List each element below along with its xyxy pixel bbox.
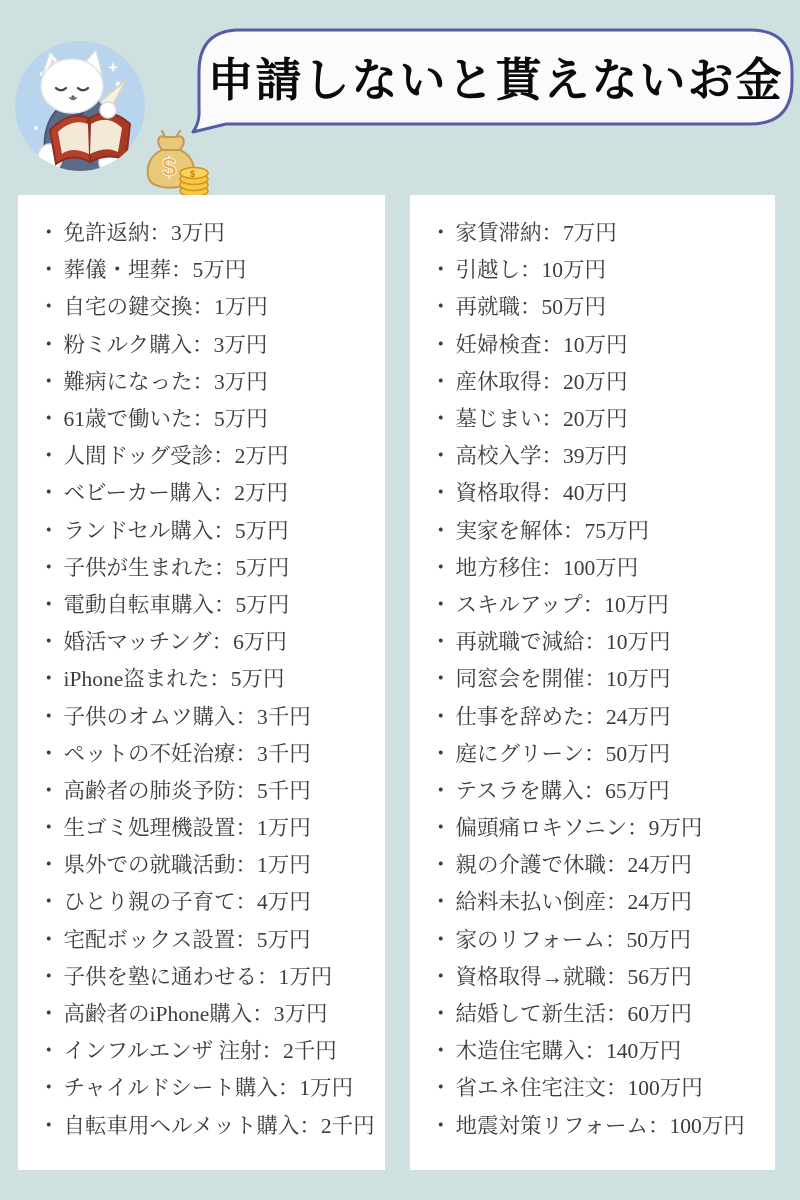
item-bullet: ・ xyxy=(430,518,452,543)
item-text: 引越し：10万円 xyxy=(455,258,607,283)
item-text: 給料未払い倒産：24万円 xyxy=(455,890,693,915)
item-text: 難病になった：3万円 xyxy=(63,369,268,394)
item-bullet: ・ xyxy=(38,630,60,655)
item-text: 人間ドッグ受診：2万円 xyxy=(63,444,289,469)
list-item xyxy=(38,585,385,622)
item-text: スキルアップ：10万円 xyxy=(455,592,669,617)
item-text: 省エネ住宅注文：100万円 xyxy=(455,1076,703,1101)
svg-text:$: $ xyxy=(190,169,196,179)
item-text: 地震対策リフォーム：100万円 xyxy=(455,1113,745,1138)
list-item xyxy=(430,1068,775,1105)
list-item xyxy=(38,622,385,659)
list-item xyxy=(38,548,385,585)
item-bullet: ・ xyxy=(38,816,60,841)
item-text: 結婚して新生活：60万円 xyxy=(455,1002,693,1027)
item-bullet: ・ xyxy=(38,444,60,469)
list-item xyxy=(430,287,775,324)
item-bullet: ・ xyxy=(38,481,60,506)
item-bullet: ・ xyxy=(38,369,60,394)
list-item xyxy=(38,473,385,510)
item-text: ペットの不妊治療：3千円 xyxy=(63,741,311,766)
item-text: ひとり親の子育て：4万円 xyxy=(63,890,311,915)
list-item xyxy=(38,920,385,957)
item-bullet: ・ xyxy=(38,221,60,246)
item-bullet: ・ xyxy=(38,555,60,580)
item-text: 免許返納：3万円 xyxy=(63,221,225,246)
cat-avatar-icon xyxy=(14,40,146,172)
list-item xyxy=(430,250,775,287)
list-item xyxy=(430,585,775,622)
svg-text:$: $ xyxy=(162,152,177,182)
item-bullet: ・ xyxy=(38,964,60,989)
item-bullet: ・ xyxy=(38,592,60,617)
item-bullet: ・ xyxy=(38,332,60,357)
item-text: 仕事を辞めた：24万円 xyxy=(455,704,671,729)
list-item xyxy=(430,957,775,994)
item-text: 同窓会を開催：10万円 xyxy=(455,667,671,692)
list-item xyxy=(430,771,775,808)
item-text: 家賃滞納：7万円 xyxy=(455,221,617,246)
item-text: 家のリフォーム：50万円 xyxy=(455,927,691,952)
item-bullet: ・ xyxy=(430,592,452,617)
list-item xyxy=(430,845,775,882)
list-item xyxy=(430,622,775,659)
list-item xyxy=(38,957,385,994)
page-title: 申請しないと貰えないお金 xyxy=(207,54,784,106)
list-item xyxy=(430,994,775,1031)
item-text: 61歳で働いた：5万円 xyxy=(63,407,268,432)
list-item xyxy=(38,771,385,808)
item-text: テスラを購入：65万円 xyxy=(455,778,670,803)
item-text: 妊婦検査：10万円 xyxy=(455,332,628,357)
item-text: iPhone盗まれた：5万円 xyxy=(63,667,285,692)
item-bullet: ・ xyxy=(430,332,452,357)
list-item xyxy=(38,734,385,771)
list-item xyxy=(430,325,775,362)
item-bullet: ・ xyxy=(38,778,60,803)
item-bullet: ・ xyxy=(38,518,60,543)
item-bullet: ・ xyxy=(38,927,60,952)
left-column-card xyxy=(18,195,385,1170)
item-text: 粉ミルク購入：3万円 xyxy=(63,332,268,357)
item-bullet: ・ xyxy=(430,407,452,432)
item-text: 再就職：50万円 xyxy=(455,295,607,320)
item-text: 高齢者の肺炎予防：5千円 xyxy=(63,778,311,803)
item-bullet: ・ xyxy=(38,1039,60,1064)
item-text: ベビーカー購入：2万円 xyxy=(63,481,288,506)
list-item xyxy=(430,882,775,919)
item-text: 自宅の鍵交換：1万円 xyxy=(63,295,268,320)
item-text: 親の介護で休職：24万円 xyxy=(455,853,693,878)
item-text: チャイルドシート購入：1万円 xyxy=(63,1076,354,1101)
list-item xyxy=(38,436,385,473)
list-item xyxy=(430,511,775,548)
item-bullet: ・ xyxy=(430,741,452,766)
item-text: 婚活マッチング：6万円 xyxy=(63,630,287,655)
list-item xyxy=(38,362,385,399)
item-bullet: ・ xyxy=(430,1113,452,1138)
item-bullet: ・ xyxy=(430,444,452,469)
item-text: 子供を塾に通わせる：1万円 xyxy=(63,964,333,989)
list-item xyxy=(430,399,775,436)
item-text: 県外での就職活動：1万円 xyxy=(63,853,311,878)
item-text: 再就職で減給：10万円 xyxy=(455,630,671,655)
item-text: 自転車用ヘルメット購入：2千円 xyxy=(63,1113,375,1138)
item-bullet: ・ xyxy=(430,816,452,841)
item-text: 子供が生まれた：5万円 xyxy=(63,555,290,580)
item-bullet: ・ xyxy=(430,630,452,655)
list-item xyxy=(430,920,775,957)
item-text: 木造住宅購入：140万円 xyxy=(455,1039,682,1064)
list-item xyxy=(38,845,385,882)
item-text: 高校入学：39万円 xyxy=(455,444,628,469)
item-text: 葬儀・埋葬：5万円 xyxy=(63,258,247,283)
list-item xyxy=(38,696,385,733)
item-bullet: ・ xyxy=(38,1076,60,1101)
item-text: 偏頭痛ロキソニン：9万円 xyxy=(455,816,703,841)
item-bullet: ・ xyxy=(38,667,60,692)
list-item xyxy=(38,1106,385,1143)
item-bullet: ・ xyxy=(38,741,60,766)
list-item xyxy=(38,1031,385,1068)
list-item xyxy=(38,250,385,287)
item-bullet: ・ xyxy=(430,704,452,729)
list-item xyxy=(38,994,385,1031)
item-bullet: ・ xyxy=(430,481,452,506)
item-text: 庭にグリーン：50万円 xyxy=(455,741,671,766)
item-bullet: ・ xyxy=(430,890,452,915)
item-text: 生ゴミ処理機設置：1万円 xyxy=(63,816,311,841)
item-text: インフルエンザ 注射：2千円 xyxy=(63,1039,337,1064)
item-bullet: ・ xyxy=(430,555,452,580)
item-bullet: ・ xyxy=(38,258,60,283)
item-text: 子供のオムツ購入：3千円 xyxy=(63,704,311,729)
list-item xyxy=(38,213,385,250)
list-item xyxy=(430,659,775,696)
item-bullet: ・ xyxy=(430,1076,452,1101)
item-bullet: ・ xyxy=(430,778,452,803)
list-item xyxy=(430,213,775,250)
right-column-list xyxy=(410,195,775,1143)
item-bullet: ・ xyxy=(430,853,452,878)
list-item xyxy=(38,325,385,362)
item-bullet: ・ xyxy=(430,295,452,320)
list-item xyxy=(430,362,775,399)
list-item xyxy=(38,1068,385,1105)
item-text: 電動自転車購入：5万円 xyxy=(63,592,290,617)
list-item xyxy=(38,882,385,919)
item-bullet: ・ xyxy=(430,1039,452,1064)
list-item xyxy=(38,511,385,548)
list-item xyxy=(430,696,775,733)
item-bullet: ・ xyxy=(38,890,60,915)
item-bullet: ・ xyxy=(430,369,452,394)
item-text: 資格取得：40万円 xyxy=(455,481,628,506)
list-item xyxy=(430,1106,775,1143)
item-bullet: ・ xyxy=(38,1113,60,1138)
item-bullet: ・ xyxy=(38,853,60,878)
list-item xyxy=(38,287,385,324)
item-bullet: ・ xyxy=(38,407,60,432)
list-item xyxy=(38,659,385,696)
item-bullet: ・ xyxy=(38,704,60,729)
left-column-list xyxy=(18,195,385,1143)
list-item xyxy=(430,808,775,845)
item-text: 産休取得：20万円 xyxy=(455,369,628,394)
list-item xyxy=(430,473,775,510)
item-bullet: ・ xyxy=(430,667,452,692)
list-item xyxy=(430,1031,775,1068)
list-item xyxy=(430,734,775,771)
item-bullet: ・ xyxy=(430,964,452,989)
item-text: 高齢者のiPhone購入：3万円 xyxy=(63,1002,328,1027)
list-item xyxy=(38,808,385,845)
item-text: 墓じまい：20万円 xyxy=(455,407,628,432)
title-bubble xyxy=(190,27,800,159)
list-item xyxy=(430,548,775,585)
item-text: 資格取得→就職：56万円 xyxy=(455,964,693,989)
item-bullet: ・ xyxy=(430,1002,452,1027)
item-bullet: ・ xyxy=(38,295,60,320)
right-column-card xyxy=(410,195,775,1170)
item-text: ランドセル購入：5万円 xyxy=(63,518,289,543)
item-text: 実家を解体：75万円 xyxy=(455,518,650,543)
item-bullet: ・ xyxy=(38,1002,60,1027)
item-bullet: ・ xyxy=(430,258,452,283)
list-item xyxy=(430,436,775,473)
item-text: 宅配ボックス設置：5万円 xyxy=(63,927,311,952)
item-text: 地方移住：100万円 xyxy=(455,555,639,580)
list-item xyxy=(38,399,385,436)
item-bullet: ・ xyxy=(430,221,452,246)
item-bullet: ・ xyxy=(430,927,452,952)
